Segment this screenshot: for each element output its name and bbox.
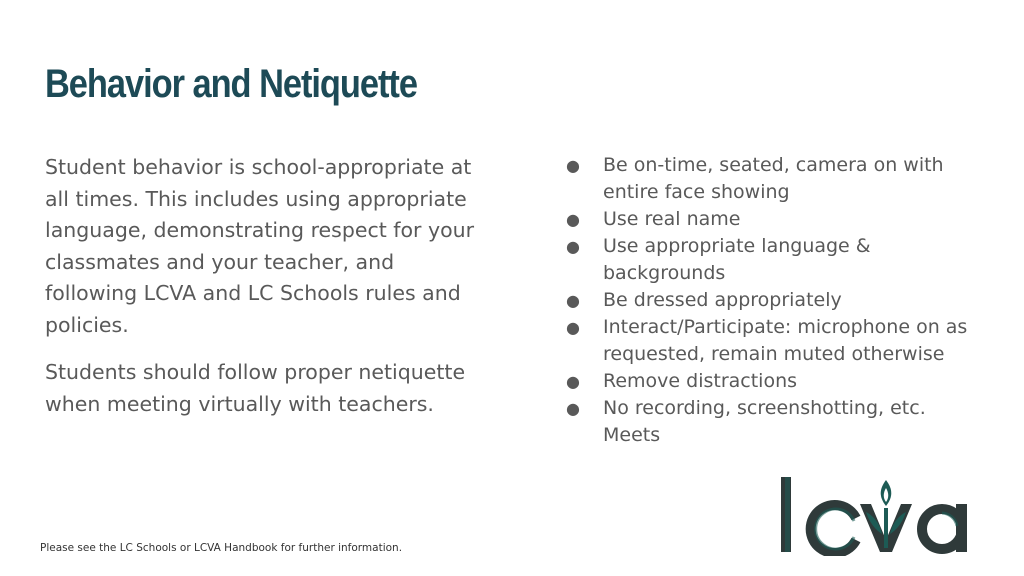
list-item-text: Use real name (603, 208, 741, 230)
bullet-icon: ● (566, 237, 580, 256)
bullet-icon: ● (566, 399, 580, 418)
list-item-text: No recording, screenshotting, etc. Meets (603, 397, 926, 446)
lcva-logo (778, 474, 984, 556)
list-item-text: Be dressed appropriately (603, 289, 842, 311)
list-item (566, 395, 976, 449)
list-item (566, 152, 976, 206)
list-item (566, 287, 976, 314)
list-item-text: Be on-time, seated, camera on with entire face showing (603, 154, 944, 203)
list-item-text: Interact/Participate: microphone on as requested, remain muted otherwise (603, 316, 968, 365)
bullet-icon: ● (566, 156, 580, 175)
bullet-icon: ● (566, 318, 580, 337)
footnote: Please see the LC Schools or LCVA Handbook for further information. (40, 542, 403, 554)
list-item (566, 233, 976, 287)
slide-title: Behavior and Netiquette (45, 62, 417, 106)
list-item (566, 368, 976, 395)
list-item-text: Use appropriate language & backgrounds (603, 235, 871, 284)
bullet-icon: ● (566, 372, 580, 391)
logo-letter-v-torch (860, 480, 912, 552)
intro-text (45, 152, 485, 436)
logo-letter-a (922, 504, 967, 552)
list-item (566, 206, 976, 233)
bullet-icon: ● (566, 291, 580, 310)
list-item-text: Remove distractions (603, 370, 798, 392)
paragraph-behavior: Student behavior is school-appropriate at all times. This includes using appropriate language, demonstrating respect for your classmates and your teacher, and following LCVA and LC Schools rules and policies. (45, 155, 475, 337)
bullet-icon: ● (566, 210, 580, 229)
lcva-logo-icon (778, 474, 984, 556)
netiquette-list (566, 152, 976, 449)
list-item (566, 314, 976, 368)
paragraph-netiquette: Students should follow proper netiquette when meeting virtually with teachers. (45, 360, 466, 416)
